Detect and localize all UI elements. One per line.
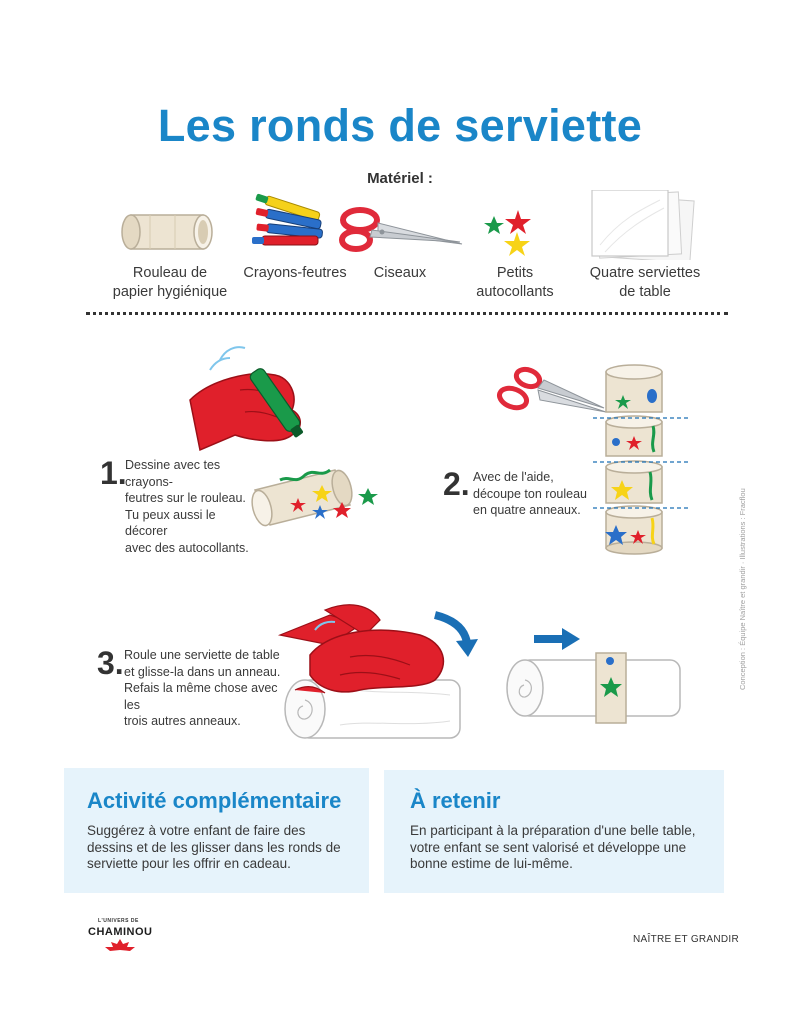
remember-title: À retenir [410, 788, 501, 813]
decorated-roll-icon [249, 468, 356, 527]
step3-result-illustration [500, 625, 700, 735]
maple-leaf-icon [103, 939, 137, 953]
napkins-icon [592, 190, 694, 260]
napkin-in-ring-icon [507, 653, 680, 723]
step1-number: 1. [100, 455, 127, 491]
step1-text: Dessine avec tes crayons- feutres sur le rouleau. Tu peux aussi le décorer avec des autocollants. [125, 458, 249, 555]
materials-heading: Matériel : [367, 170, 433, 187]
step2-number: 2. [443, 466, 470, 502]
material-label-napkins: Quatre serviettes de table [589, 265, 701, 300]
remember-text: En participant à la préparation d'une belle table, votre enfant se sent valorisé et développe une bonne estime de lui-même. [410, 823, 696, 871]
stickers-icon [484, 210, 531, 256]
step2-illustration [488, 360, 698, 560]
arrow-right-icon [534, 628, 580, 650]
material-label-roll: Rouleau de papier hygiénique [112, 265, 228, 300]
scissors-icon [342, 210, 462, 249]
activity-text: Suggérez à votre enfant de faire des dessins et de les glisser dans les ronds de serviette pour les offrir en cadeau. [87, 823, 341, 871]
cut-rings-icon [605, 365, 662, 554]
step3-number: 3. [97, 645, 124, 681]
material-label-scissors: Ciseaux [373, 265, 427, 281]
toilet-paper-roll-icon [122, 215, 212, 249]
materials-illustrations [0, 190, 800, 260]
credits: Conception : Équipe Naître et grandir · Illustrations : Fracflou [738, 488, 747, 690]
section-divider [86, 312, 728, 315]
material-label-markers: Crayons-feutres [243, 265, 347, 281]
publisher-name: NAÎTRE ET GRANDIR [633, 934, 740, 945]
hand-drawing-icon [190, 347, 306, 450]
step2-text: Avec de l'aide, découpe ton rouleau en quatre anneaux. [473, 470, 587, 517]
markers-icon [252, 192, 323, 245]
page-title: Les ronds de serviette [157, 100, 643, 151]
material-label-stickers: Petits autocollants [476, 265, 554, 300]
chaminou-logo: L'UNIVERS DE CHAMINOU [88, 918, 158, 958]
step3-rolling-illustration [270, 595, 480, 755]
step3-text: Roule une serviette de table et glisse-la dans un anneau. Refais la même chose avec les trois autres anneaux. [124, 648, 281, 728]
activity-title: Activité complémentaire [87, 788, 342, 813]
scissors-cutting-icon [497, 366, 606, 412]
